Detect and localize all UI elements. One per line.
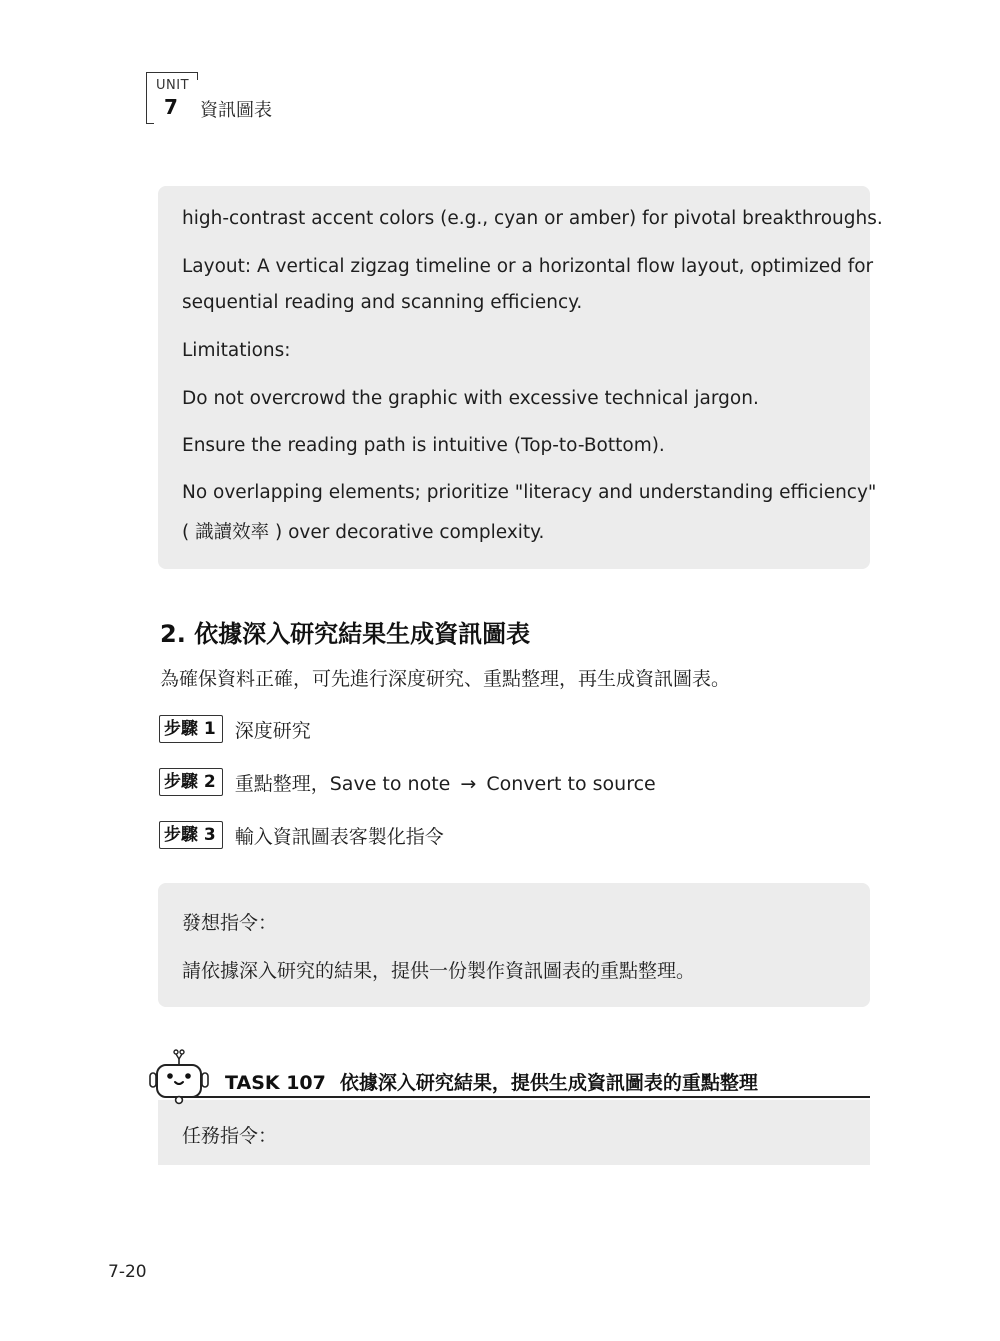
section-heading: 2. 依據深入研究結果生成資訊圖表 bbox=[160, 620, 531, 648]
step-2 bbox=[159, 768, 656, 796]
prompt-line: ( 識讀效率 ) over decorative complexity. bbox=[182, 522, 545, 543]
arrow-right-icon: → bbox=[460, 772, 477, 795]
unit-number: 7 bbox=[164, 95, 178, 119]
step-text-after: Convert to source bbox=[486, 772, 656, 795]
prompt-line: high-contrast accent colors (e.g., cyan or amber) for pivotal breakthroughs. bbox=[182, 208, 883, 229]
step-text: 深度研究 bbox=[234, 719, 311, 742]
unit-title: 資訊圖表 bbox=[200, 100, 272, 121]
step-badge: 步驟 2 bbox=[159, 768, 223, 796]
prompt-box bbox=[158, 186, 877, 569]
prompt-line: Do not overcrowd the graphic with excessive technical jargon. bbox=[182, 388, 759, 409]
task-title bbox=[225, 1068, 758, 1095]
unit-label: UNIT bbox=[156, 78, 190, 93]
prompt-line: Ensure the reading path is intuitive (Top-to-Bottom). bbox=[182, 435, 665, 456]
task-id: TASK 107 bbox=[225, 1072, 326, 1094]
idea-box bbox=[158, 883, 870, 1007]
task-command-label: 任務指令： bbox=[182, 1125, 278, 1147]
step-badge: 步驟 1 bbox=[159, 715, 223, 743]
prompt-line: Layout: A vertical zigzag timeline or a horizontal flow layout, optimized for bbox=[182, 256, 874, 277]
idea-text: 請依據深入研究的結果，提供一份製作資訊圖表的重點整理。 bbox=[182, 960, 696, 982]
prompt-line: No overlapping elements; prioritize "literacy and understanding efficiency" bbox=[182, 482, 877, 503]
task-underline bbox=[184, 1096, 870, 1098]
prompt-line: Limitations: bbox=[182, 340, 291, 361]
step-1 bbox=[159, 715, 311, 743]
section-intro: 為確保資料正確，可先進行深度研究、重點整理，再生成資訊圖表。 bbox=[160, 668, 731, 690]
page-number: 7-20 bbox=[108, 1262, 147, 1282]
step-text bbox=[235, 769, 656, 796]
step-text-before: 重點整理，Save to note bbox=[234, 772, 451, 795]
step-3 bbox=[159, 821, 444, 849]
step-badge: 步驟 3 bbox=[159, 821, 223, 849]
idea-label: 發想指令： bbox=[182, 912, 278, 934]
prompt-line: sequential reading and scanning efficiency. bbox=[182, 292, 583, 313]
step-text: 輸入資訊圖表客製化指令 bbox=[234, 825, 444, 848]
robot-icon bbox=[146, 1045, 216, 1105]
task-heading: 依據深入研究結果，提供生成資訊圖表的重點整理 bbox=[339, 1072, 758, 1094]
